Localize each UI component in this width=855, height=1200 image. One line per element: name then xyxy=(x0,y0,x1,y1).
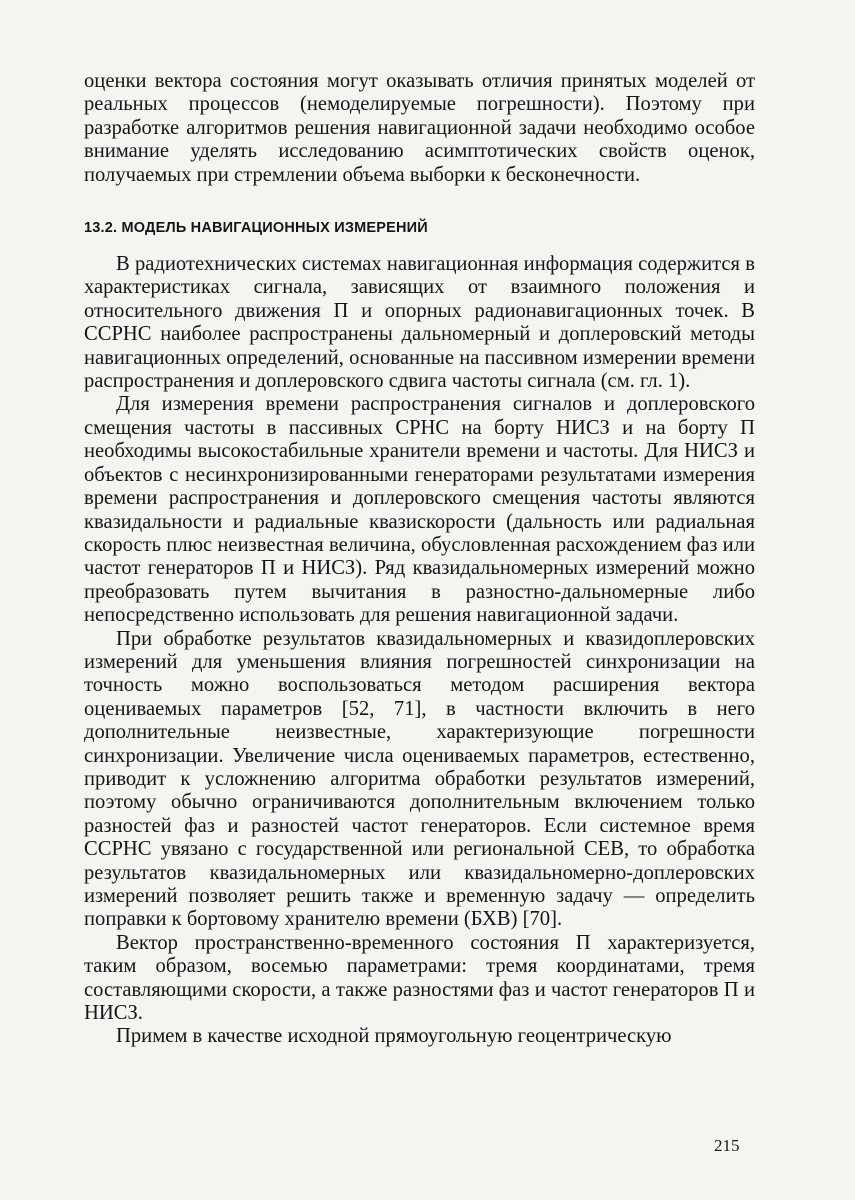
section-heading: 13.2. МОДЕЛЬ НАВИГАЦИОННЫХ ИЗМЕРЕНИЙ xyxy=(84,220,428,237)
paragraph: При обработке результатов квазидальномерных и квазидоплеровских измерений для уменьшения влияния погрешностей синхронизации на точность можно воспользоваться методом расширения вектора оцениваемых параметров [52, 71], в частности включить в него дополнительные неизвестные, характеризующие погрешности синхронизации. Увеличение числа оцениваемых параметров, естественно, приводит к усложнению алгоритма обработки результатов измерений, поэтому обычно ограничиваются дополнительным включением только разностей фаз и разностей частот генераторов. Если системное время ССРНС увязано с государственной или региональной СЕВ, то обработка результатов квазидальномерных или квазидальномерно-доплеровских измерений позволяет решить также и временную задачу — определить поправки к бортовому хранителю времени (БХВ) [70]. xyxy=(84,627,755,931)
page-number: 215 xyxy=(714,1136,740,1155)
paragraph: Примем в качестве исходной прямоугольную геоцентрическую xyxy=(116,1025,672,1048)
paragraph: Для измерения времени распространения сигналов и доплеровского смещения частоты в пассивных СРНС на борту НИСЗ и на борту П необходимы высокостабильные хранители времени и частоты. Для НИСЗ и объектов с несинхронизированными генераторами результатами измерения времени распространения и доплеровского смещения частоты являются квазидальности и радиальные квазискорости (дальность или радиальная скорость плюс неизвестная величина, обусловленная расхождением фаз или частот генераторов П и НИСЗ). Ряд квазидальномерных измерений можно преобразовать путем вычитания в разностно-дальномерные либо непосредственно использовать для решения навигационной задачи. xyxy=(84,393,755,627)
paragraph: В радиотехнических системах навигационная информация содержится в характеристиках сигнала, зависящих от взаимного положения и относительного движения П и опорных радионавигационных точек. В ССРНС наиболее распространены дальномерный и доплеровский методы навигационных определений, основанные на пассивном измерении времени распространения и доплеровского сдвига частоты сигнала (см. гл. 1). xyxy=(84,253,755,393)
intro-paragraph: оценки вектора состояния могут оказывать отличия принятых моделей от реальных процессов (немоделируемые погрешности). Поэтому при разработке алгоритмов решения навигационной задачи необходимо особое внимание уделять исследованию асимптотических свойств оценок, получаемых при стремлении объема выборки к бесконечности. xyxy=(84,70,755,186)
paragraph: Вектор пространственно-временного состояния П характеризуется, таким образом, восемью параметрами: тремя координатами, тремя составляющими скорости, а также разностями фаз и частот генераторов П и НИСЗ. xyxy=(84,931,755,1025)
page-body xyxy=(84,70,755,1049)
